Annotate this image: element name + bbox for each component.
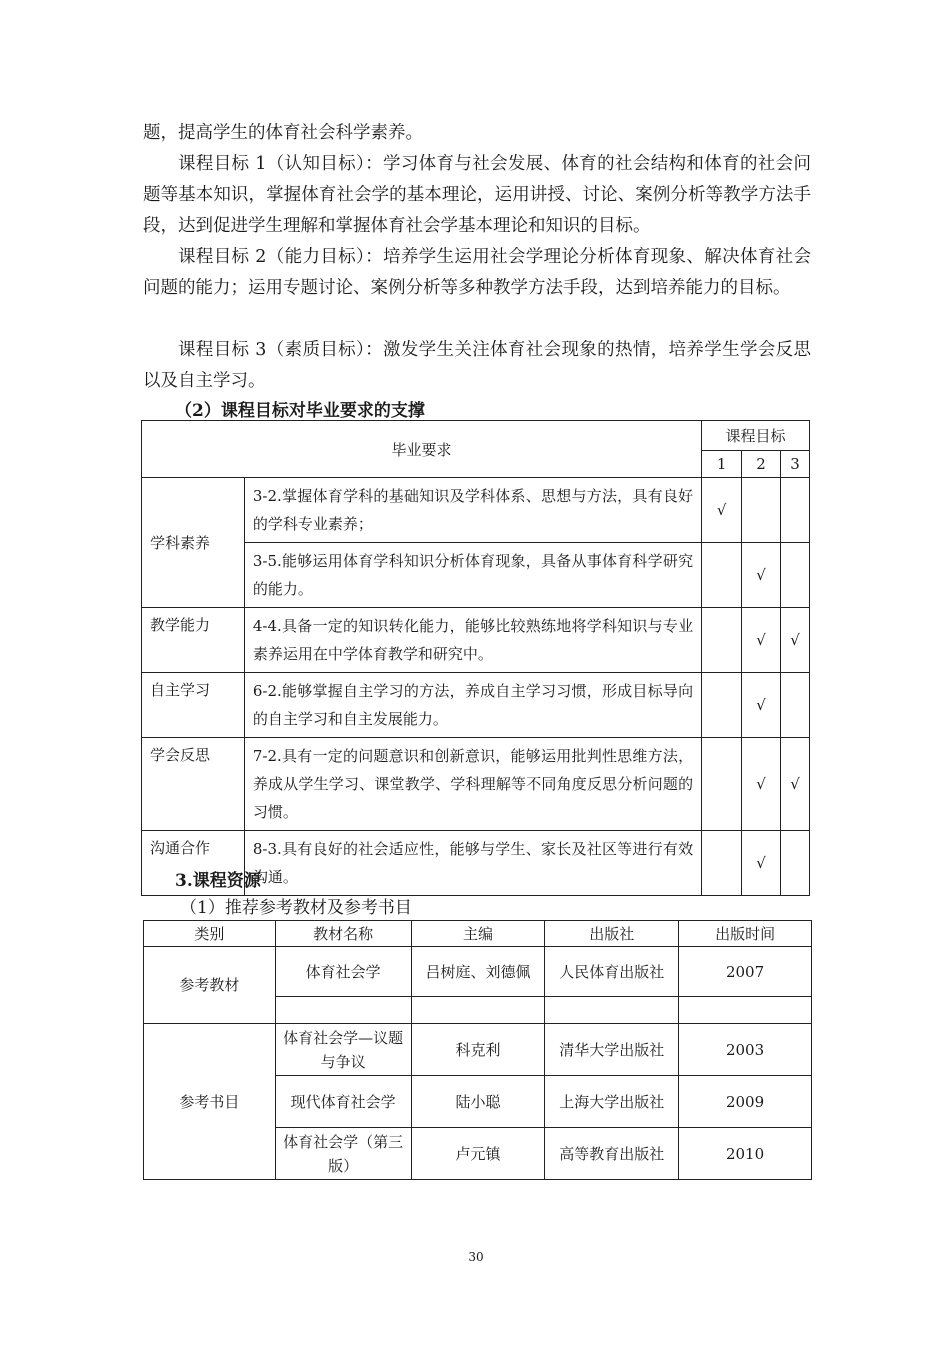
table-row	[142, 478, 810, 543]
header-editor: 主编	[411, 921, 545, 947]
check-mark	[781, 831, 810, 896]
requirement-cell: 4-4.具备一定的知识转化能力，能够比较熟练地将学科知识与专业素养运用在中学体育教学和研究中。	[244, 608, 701, 673]
check-mark: √	[781, 738, 810, 831]
group-label-textbook: 参考教材	[144, 947, 276, 1024]
category-cell: 学科素养	[142, 478, 245, 608]
book-editor	[411, 997, 545, 1024]
check-mark: √	[742, 738, 781, 831]
book-year	[679, 997, 812, 1024]
check-mark: √	[742, 608, 781, 673]
check-mark	[742, 478, 781, 543]
category-cell: 沟通合作	[142, 831, 245, 896]
requirement-cell: 6-2.能够掌握自主学习的方法，养成自主学习习惯，形成目标导向的自主学习和自主发展能力。	[244, 673, 701, 738]
support-table	[141, 420, 810, 896]
table-row	[142, 608, 810, 673]
group-label-references: 参考书目	[144, 1024, 276, 1180]
header-goal-2: 2	[742, 451, 781, 478]
header-goal-3: 3	[781, 451, 810, 478]
requirement-cell: 8-3.具有良好的社会适应性，能够与学生、家长及社区等进行有效沟通。	[244, 831, 701, 896]
section-heading-support: （2）课程目标对毕业要求的支撑	[175, 401, 425, 421]
header-course-goal: 课程目标	[702, 421, 810, 451]
book-publisher: 人民体育出版社	[545, 947, 679, 997]
book-year: 2003	[679, 1024, 812, 1076]
check-mark	[702, 608, 742, 673]
header-year: 出版时间	[679, 921, 812, 947]
check-mark	[781, 543, 810, 608]
category-cell: 教学能力	[142, 608, 245, 673]
book-year: 2009	[679, 1076, 812, 1128]
book-editor: 卢元镇	[411, 1128, 545, 1180]
check-mark: √	[742, 831, 781, 896]
book-year: 2010	[679, 1128, 812, 1180]
header-goal-1: 1	[702, 451, 742, 478]
check-mark: √	[702, 478, 742, 543]
header-graduation-requirement: 毕业要求	[142, 421, 702, 478]
header-category: 类别	[144, 921, 276, 947]
header-book-name: 教材名称	[275, 921, 411, 947]
section-heading-resources: 3.课程资源	[175, 871, 261, 891]
book-editor: 陆小聪	[411, 1076, 545, 1128]
requirement-cell: 3-2.掌握体育学科的基础知识及学科体系、思想与方法，具有良好的学科专业素养；	[244, 478, 701, 543]
book-name: 体育社会学—议题与争议	[275, 1024, 411, 1076]
check-mark	[781, 673, 810, 738]
requirement-cell: 3-5.能够运用体育学科知识分析体育现象，具备从事体育科学研究的能力。	[244, 543, 701, 608]
check-mark	[781, 478, 810, 543]
book-publisher: 清华大学出版社	[545, 1024, 679, 1076]
paragraph-goal-1: 课程目标 1（认知目标）：学习体育与社会发展、体育的社会结构和体育的社会问题等基本知识，掌握体育社会学的基本理论，运用讲授、讨论、案例分析等教学方法手段，达到促进学生理解和掌握体育社会学基本理论和知识的目标。	[143, 154, 811, 236]
book-name: 现代体育社会学	[275, 1076, 411, 1128]
book-publisher	[545, 997, 679, 1024]
book-editor: 吕树庭、刘德佩	[411, 947, 545, 997]
books-table	[143, 920, 812, 1180]
check-mark: √	[781, 608, 810, 673]
book-name: 体育社会学	[275, 947, 411, 997]
check-mark	[702, 543, 742, 608]
paragraph-goal-3: 课程目标 3（素质目标）：激发学生关注体育社会现象的热情，培养学生学会反思以及自主学习。	[143, 340, 811, 391]
check-mark: √	[742, 673, 781, 738]
paragraph-goal-2: 课程目标 2（能力目标）：培养学生运用社会学理论分析体育现象、解决体育社会问题的能力；运用专题讨论、案例分析等多种教学方法手段，达到培养能力的目标。	[143, 247, 811, 298]
book-name: 体育社会学（第三版）	[275, 1128, 411, 1180]
page-number: 30	[468, 1250, 484, 1264]
requirement-cell: 7-2.具有一定的问题意识和创新意识，能够运用批判性思维方法，养成从学生学习、课堂教学、学科理解等不同角度反思分析问题的习惯。	[244, 738, 701, 831]
book-publisher: 高等教育出版社	[545, 1128, 679, 1180]
paragraph-continuation: 题，提高学生的体育社会科学素养。	[143, 123, 423, 143]
category-cell: 自主学习	[142, 673, 245, 738]
check-mark: √	[742, 543, 781, 608]
table-row	[144, 947, 812, 997]
check-mark	[702, 831, 742, 896]
section-subheading-books: （1）推荐参考教材及参考书目	[180, 898, 412, 918]
check-mark	[702, 738, 742, 831]
book-editor: 科克利	[411, 1024, 545, 1076]
check-mark	[702, 673, 742, 738]
category-cell: 学会反思	[142, 738, 245, 831]
book-name	[275, 997, 411, 1024]
book-year: 2007	[679, 947, 812, 997]
table-row	[142, 738, 810, 831]
header-publisher: 出版社	[545, 921, 679, 947]
book-publisher: 上海大学出版社	[545, 1076, 679, 1128]
table-row	[142, 673, 810, 738]
table-row	[144, 1024, 812, 1076]
